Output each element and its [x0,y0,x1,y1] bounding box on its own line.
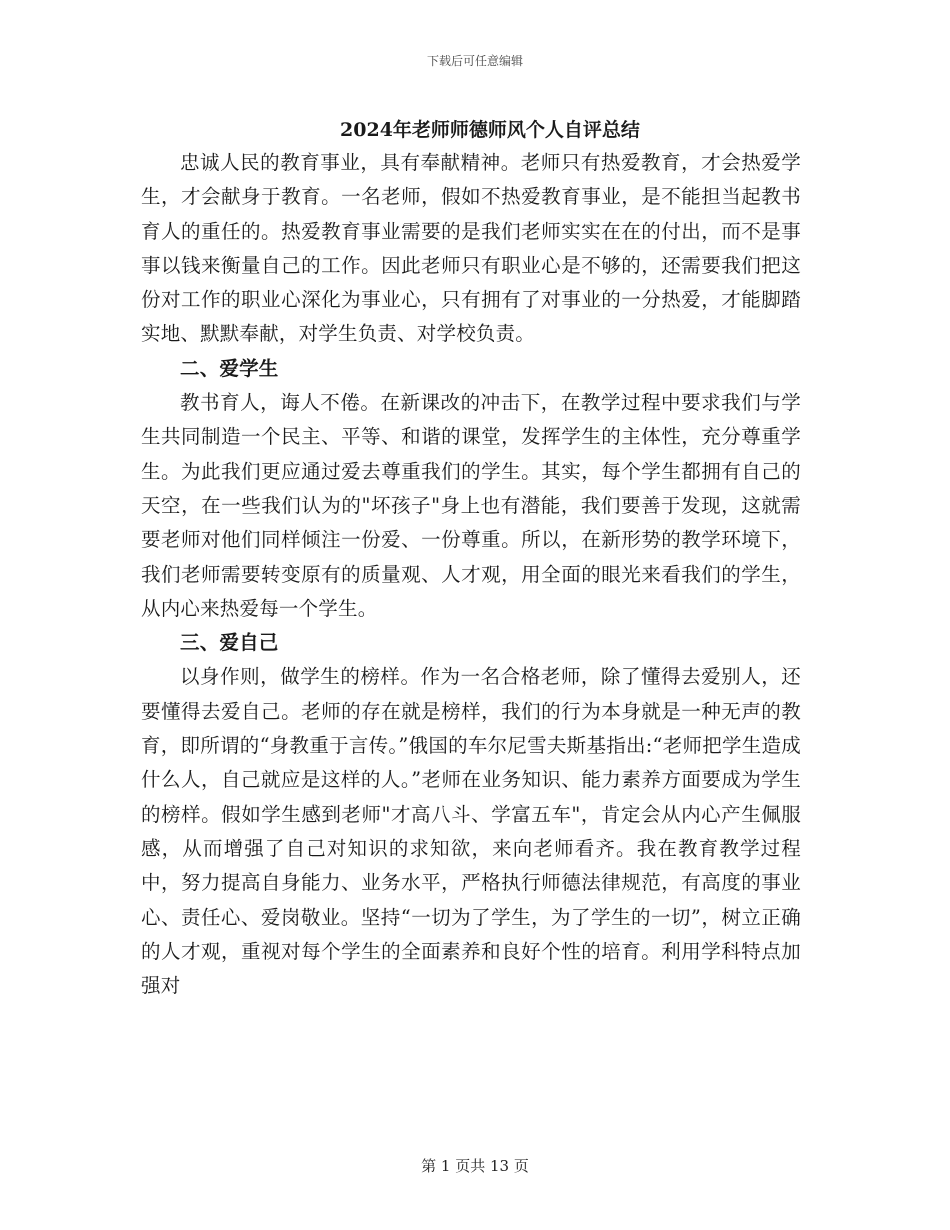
header-note: 下载后可任意编辑 [426,54,523,68]
paragraph-2: 教书育人，诲人不倦。在新课改的冲击下，在教学过程中要求我们与学生共同制造一个民主、平等、和谐的课堂，发挥学生的主体性，充分尊重学生。为此我们更应通过爱去尊重我们的学生。其实，每个学生都拥有自己的天空，在一些我们认为的"坏孩子"身上也有潜能，我们要善于发现，这就需要老师对他们同样倾注一份爱、一份尊重。所以，在新形势的教学环境下，我们老师需要转变原有的质量观、人才观，用全面的眼光来看我们的学生，从内心来热爱每一个学生。 [141,391,801,620]
section-heading-love-self: 三、爱自己 [180,631,279,655]
page-number: 第 1 页共 13 页 [421,1157,529,1175]
paragraph-3: 以身作则，做学生的榜样。作为一名合格老师，除了懂得去爱别人，还要懂得去爱自己。老师的存在就是榜样，我们的行为本身就是一种无声的教育，即所谓的“身教重于言传。”俄国的车尔尼雪夫斯基指出:“老师把学生造成什么人，自己就应是这样的人。”老师在业务知识、能力素养方面要成为学生的榜样。假如学生感到老师"才高八斗、学富五车"，肯定会从内心产生佩服感，从而增强了自己对知识的求知欲，来向老师看齐。我在教育教学过程中，努力提高自身能力、业务水平，严格执行师德法律规范，有高度的事业心、责任心、爱岗敬业。坚持“一切为了学生，为了学生的一切”，树立正确的人才观，重视对每个学生的全面素养和良好个性的培育。利用学科特点加强对 [141,665,801,998]
document-body [141,146,801,1003]
section-heading-love-students: 二、爱学生 [180,356,279,380]
paragraph-1: 忠诚人民的教育事业，具有奉献精神。老师只有热爱教育，才会热爱学生，才会献身于教育。一名老师，假如不热爱教育事业，是不能担当起教书育人的重任的。热爱教育事业需要的是我们老师实实在在的付出，而不是事事以钱来衡量自己的工作。因此老师只有职业心是不够的，还需要我们把这份对工作的职业心深化为事业心，只有拥有了对事业的一分热爱，才能脚踏实地、默默奉献，对学生负责、对学校负责。 [141,151,801,346]
document-title: 2024年老师师德师风个人自评总结 [340,119,640,141]
